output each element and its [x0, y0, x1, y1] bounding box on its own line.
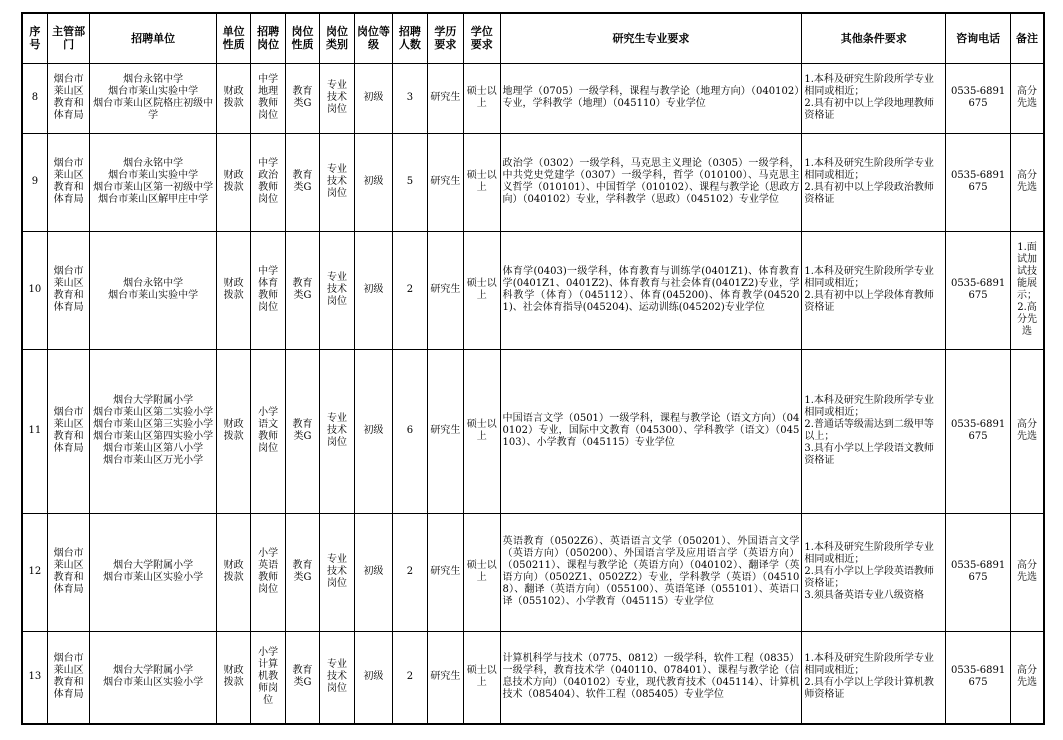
cell-post-nature: 教育类G: [285, 231, 319, 349]
header-post-category: 岗位类别: [320, 13, 354, 63]
cell-no: 13: [22, 631, 47, 724]
table-row: [22, 63, 1044, 133]
cell-unit-nature: 财政拨款: [216, 133, 250, 231]
cell-degree: 硕士以上: [464, 349, 500, 513]
table-row: [22, 231, 1044, 349]
table-row: [22, 133, 1044, 231]
cell-post-nature: 教育类G: [285, 63, 319, 133]
header-post: 招聘岗位: [251, 13, 285, 63]
cell-conditions: 1.本科及研究生阶段所学专业相同或相近； 2.具有初中以上学段地理教师资格证: [802, 63, 946, 133]
cell-degree: 硕士以上: [464, 231, 500, 349]
cell-dept: 烟台市莱山区教育和体育局: [47, 63, 90, 133]
cell-note: 高分先选: [1011, 133, 1045, 231]
cell-post-level: 初级: [354, 133, 392, 231]
cell-post-category: 专业技术岗位: [320, 63, 354, 133]
header-post-nature: 岗位性质: [285, 13, 319, 63]
table-row: [22, 631, 1044, 724]
cell-post: 中学地理教师岗位: [251, 63, 285, 133]
cell-post-nature: 教育类G: [285, 133, 319, 231]
cell-conditions: 1.本科及研究生阶段所学专业相同或相近； 2.普通话等级需达到二级甲等以上； 3.具有小学以上学段语文教师资格证: [802, 349, 946, 513]
header-unit: 招聘单位: [90, 13, 217, 63]
cell-count: 5: [393, 133, 427, 231]
cell-conditions: 1.本科及研究生阶段所学专业相同或相近； 2.具有小学以上学段英语教师资格证； 3.须具备英语专业八级资格: [802, 513, 946, 631]
cell-major: 计算机科学与技术（0775、0812）一级学科，软件工程（0835）一级学科，教育技术学（040110、078401）、课程与教学论（信息技术方向）（040102）专业，现代教育技术（045114）、计算机技术（085404）、软件工程（085405）专业学位: [500, 631, 802, 724]
cell-conditions: 1.本科及研究生阶段所学专业相同或相近； 2.具有初中以上学段政治教师资格证: [802, 133, 946, 231]
header-unit-nature: 单位性质: [216, 13, 250, 63]
header-phone: 咨询电话: [946, 13, 1011, 63]
header-row: [22, 13, 1044, 63]
header-no: 序号: [22, 13, 47, 63]
cell-major: 英语教育（0502Z6）、英语语言文学（050201）、外国语言文学（英语方向）（050200）、外国语言学及应用语言学（英语方向）（050211）、课程与教学论（英语方向）（040102）、翻译学（英语方向）（0502Z1、0502Z2）专业，学科教学（英语）（045108）、翻译（英语方向）（055100）、英语笔译（055101）、英语口译（055102）、小学教育（045115）专业学位: [500, 513, 802, 631]
table-row: [22, 513, 1044, 631]
cell-post-category: 专业技术岗位: [320, 349, 354, 513]
cell-unit: 烟台永铭中学 烟台市莱山实验中学 烟台市莱山区院格庄初级中学: [90, 63, 217, 133]
cell-count: 2: [393, 631, 427, 724]
cell-note: 高分先选: [1011, 63, 1045, 133]
cell-unit: 烟台大学附属小学 烟台市莱山区第二实验小学 烟台市莱山区第三实验小学 烟台市莱山区第四实验小学 烟台市莱山区第八小学 烟台市莱山区万光小学: [90, 349, 217, 513]
cell-post-level: 初级: [354, 349, 392, 513]
cell-dept: 烟台市莱山区教育和体育局: [47, 349, 90, 513]
header-post-level: 岗位等级: [354, 13, 392, 63]
cell-dept: 烟台市莱山区教育和体育局: [47, 631, 90, 724]
cell-education: 研究生: [427, 513, 463, 631]
cell-post-level: 初级: [354, 513, 392, 631]
cell-major: 中国语言文学（0501）一级学科，课程与教学论（语文方向）（040102）专业，国际中文教育（045300）、学科教学（语文）（045103）、小学教育（045115）专业学位: [500, 349, 802, 513]
cell-education: 研究生: [427, 63, 463, 133]
cell-post: 中学体育教师岗位: [251, 231, 285, 349]
header-education: 学历要求: [427, 13, 463, 63]
cell-unit: 烟台大学附属小学 烟台市莱山区实验小学: [90, 513, 217, 631]
cell-phone: 0535-6891675: [946, 231, 1011, 349]
cell-post-level: 初级: [354, 63, 392, 133]
cell-count: 3: [393, 63, 427, 133]
cell-degree: 硕士以上: [464, 631, 500, 724]
header-degree: 学位要求: [464, 13, 500, 63]
cell-unit: 烟台大学附属小学 烟台市莱山区实验小学: [90, 631, 217, 724]
cell-major: 体育学(0403)一级学科，体育教育与训练学(0401Z1)、体育教育学(0401Z1、0401Z2)、体育教育与社会体育(0401Z2)专业，学科教学（体育）（045112）、体育(045200)、体育教学(045201)、社会体育指导(045204)、运动训练(045202)专业学位: [500, 231, 802, 349]
cell-education: 研究生: [427, 631, 463, 724]
cell-post-category: 专业技术岗位: [320, 631, 354, 724]
cell-post-category: 专业技术岗位: [320, 513, 354, 631]
cell-note: 高分先选: [1011, 513, 1045, 631]
cell-unit-nature: 财政拨款: [216, 513, 250, 631]
header-dept: 主管部门: [47, 13, 90, 63]
header-note: 备注: [1011, 13, 1045, 63]
cell-degree: 硕士以上: [464, 63, 500, 133]
cell-unit-nature: 财政拨款: [216, 631, 250, 724]
cell-post-level: 初级: [354, 631, 392, 724]
cell-dept: 烟台市莱山区教育和体育局: [47, 513, 90, 631]
cell-dept: 烟台市莱山区教育和体育局: [47, 231, 90, 349]
cell-post-nature: 教育类G: [285, 631, 319, 724]
cell-education: 研究生: [427, 349, 463, 513]
header-conditions: 其他条件要求: [802, 13, 946, 63]
cell-post: 小学英语教师岗位: [251, 513, 285, 631]
cell-note: 高分先选: [1011, 349, 1045, 513]
cell-unit-nature: 财政拨款: [216, 63, 250, 133]
cell-note: 1.面试加试技能展示； 2.高分先选: [1011, 231, 1045, 349]
cell-unit-nature: 财政拨款: [216, 349, 250, 513]
table-row: [22, 349, 1044, 513]
cell-degree: 硕士以上: [464, 513, 500, 631]
cell-post-category: 专业技术岗位: [320, 231, 354, 349]
header-major: 研究生专业要求: [500, 13, 802, 63]
cell-phone: 0535-6891675: [946, 631, 1011, 724]
cell-no: 10: [22, 231, 47, 349]
cell-no: 8: [22, 63, 47, 133]
cell-unit-nature: 财政拨款: [216, 231, 250, 349]
cell-post: 小学计算机教师岗位: [251, 631, 285, 724]
cell-unit: 烟台永铭中学 烟台市莱山实验中学: [90, 231, 217, 349]
cell-conditions: 1.本科及研究生阶段所学专业相同或相近； 2.具有初中以上学段体育教师资格证: [802, 231, 946, 349]
cell-count: 2: [393, 231, 427, 349]
header-count: 招聘人数: [393, 13, 427, 63]
cell-degree: 硕士以上: [464, 133, 500, 231]
cell-post-nature: 教育类G: [285, 349, 319, 513]
cell-post-category: 专业技术岗位: [320, 133, 354, 231]
cell-major: 政治学（0302）一级学科，马克思主义理论（0305）一级学科，中共党史党建学（0307）一级学科，哲学（010100）、马克思主义哲学（010101）、中国哲学（010102）、课程与教学论（思政方向）（040102）专业，学科教学（思政）（045102）专业学位: [500, 133, 802, 231]
cell-post: 小学语文教师岗位: [251, 349, 285, 513]
cell-no: 12: [22, 513, 47, 631]
cell-count: 6: [393, 349, 427, 513]
cell-count: 2: [393, 513, 427, 631]
cell-post-level: 初级: [354, 231, 392, 349]
cell-no: 11: [22, 349, 47, 513]
cell-phone: 0535-6891675: [946, 349, 1011, 513]
cell-dept: 烟台市莱山区教育和体育局: [47, 133, 90, 231]
recruitment-table: [21, 12, 1045, 725]
cell-phone: 0535-6891675: [946, 63, 1011, 133]
cell-phone: 0535-6891675: [946, 513, 1011, 631]
cell-education: 研究生: [427, 231, 463, 349]
cell-conditions: 1.本科及研究生阶段所学专业相同或相近； 2.具有小学以上学段计算机教师资格证: [802, 631, 946, 724]
cell-education: 研究生: [427, 133, 463, 231]
cell-post: 中学政治教师岗位: [251, 133, 285, 231]
cell-unit: 烟台永铭中学 烟台市莱山实验中学 烟台市莱山区第一初级中学 烟台市莱山区解甲庄中学: [90, 133, 217, 231]
cell-major: 地理学（0705）一级学科，课程与教学论（地理方向）（040102）专业，学科教学（地理）（045110）专业学位: [500, 63, 802, 133]
cell-note: 高分先选: [1011, 631, 1045, 724]
cell-post-nature: 教育类G: [285, 513, 319, 631]
cell-phone: 0535-6891675: [946, 133, 1011, 231]
cell-no: 9: [22, 133, 47, 231]
